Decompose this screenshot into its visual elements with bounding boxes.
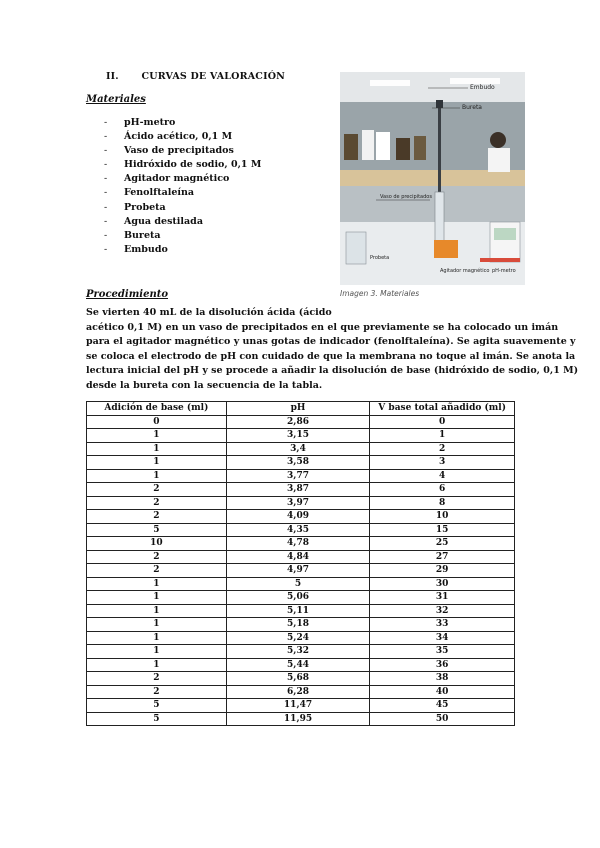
cell-addition: 1 [87, 577, 227, 591]
label-vaso: Vaso de precipitados [380, 194, 432, 200]
cell-addition: 1 [87, 604, 227, 618]
column-header-addition: Adición de base (ml) [87, 402, 227, 416]
cell-ph: 5,18 [226, 618, 370, 632]
label-probeta: Probeta [370, 255, 390, 261]
cell-ph: 6,28 [226, 685, 370, 699]
table-row [87, 564, 515, 578]
table-body [87, 415, 515, 726]
material-item [104, 116, 261, 130]
cell-total-volume: 0 [370, 415, 515, 429]
procedure-line: lectura inicial del pH y se procede a añadir la disolución de base (hidróxido de sodio, 0,1 M) [86, 365, 579, 377]
list-dash: - [104, 243, 108, 255]
table-row [87, 496, 515, 510]
cell-total-volume: 29 [370, 564, 515, 578]
material-label: Ácido acético, 0,1 M [124, 131, 233, 143]
cell-total-volume: 4 [370, 469, 515, 483]
cell-addition: 5 [87, 712, 227, 726]
table-row [87, 577, 515, 591]
table-row [87, 483, 515, 497]
cell-addition: 2 [87, 550, 227, 564]
table-row [87, 618, 515, 632]
material-label: Agitador magnético [124, 173, 230, 185]
label-embudo: Embudo [470, 84, 495, 91]
cell-total-volume: 25 [370, 537, 515, 551]
cell-total-volume: 1 [370, 429, 515, 443]
table-row [87, 429, 515, 443]
material-item [104, 229, 261, 243]
cell-ph: 4,78 [226, 537, 370, 551]
table-row [87, 712, 515, 726]
list-dash: - [104, 159, 108, 171]
cell-addition: 1 [87, 645, 227, 659]
material-item [104, 186, 261, 200]
cell-ph: 11,47 [226, 699, 370, 713]
material-label: pH-metro [124, 117, 176, 128]
procedure-line: se coloca el electrodo de pH con cuidado de que la membrana no toque al imán. Se anota la [86, 350, 576, 362]
cell-ph: 5,24 [226, 631, 370, 645]
label-agitador: Agitador magnético [440, 268, 490, 274]
cell-total-volume: 38 [370, 672, 515, 686]
cell-total-volume: 45 [370, 699, 515, 713]
material-label: Probeta [124, 201, 166, 213]
cell-addition: 1 [87, 618, 227, 632]
cell-total-volume: 33 [370, 618, 515, 632]
cell-addition: 1 [87, 631, 227, 645]
procedure-heading: Procedimiento [86, 289, 169, 300]
cell-ph: 4,09 [226, 510, 370, 524]
material-label: Hidróxido de sodio, 0,1 M [124, 159, 262, 171]
cell-addition: 1 [87, 658, 227, 672]
cell-addition: 1 [87, 469, 227, 483]
material-item [104, 130, 261, 144]
cell-ph: 5 [226, 577, 370, 591]
material-label: Embudo [124, 243, 168, 255]
cell-ph: 3,58 [226, 456, 370, 470]
cell-ph: 5,11 [226, 604, 370, 618]
material-item [104, 201, 261, 215]
procedure-paragraph [86, 306, 579, 394]
material-item [104, 243, 261, 257]
table-row [87, 604, 515, 618]
cell-total-volume: 8 [370, 496, 515, 510]
column-header-ph: pH [226, 402, 370, 416]
cell-ph: 3,97 [226, 496, 370, 510]
cell-total-volume: 34 [370, 631, 515, 645]
material-label: Agua destilada [124, 215, 203, 227]
table-row [87, 672, 515, 686]
list-dash: - [104, 229, 108, 241]
list-dash: - [104, 187, 108, 199]
column-header-total-volume: V base total añadido (ml) [370, 402, 515, 416]
material-label: Bureta [124, 229, 161, 241]
label-bureta: Bureta [462, 104, 482, 111]
cell-ph: 5,44 [226, 658, 370, 672]
cell-ph: 3,15 [226, 429, 370, 443]
cell-total-volume: 35 [370, 645, 515, 659]
table-row [87, 537, 515, 551]
cell-total-volume: 40 [370, 685, 515, 699]
lab-photo-illustration [340, 72, 525, 285]
cell-total-volume: 36 [370, 658, 515, 672]
cell-ph: 2,86 [226, 415, 370, 429]
cell-addition: 1 [87, 442, 227, 456]
cell-addition: 10 [87, 537, 227, 551]
photo-caption: Imagen 3. Materiales [340, 289, 420, 298]
cell-addition: 5 [87, 523, 227, 537]
table-row [87, 442, 515, 456]
cell-ph: 4,35 [226, 523, 370, 537]
cell-ph: 5,32 [226, 645, 370, 659]
cell-addition: 2 [87, 564, 227, 578]
table-row [87, 658, 515, 672]
list-dash: - [104, 215, 108, 227]
table-row [87, 469, 515, 483]
cell-addition: 2 [87, 672, 227, 686]
table-row [87, 699, 515, 713]
cell-addition: 0 [87, 415, 227, 429]
table-row [87, 415, 515, 429]
table-row [87, 550, 515, 564]
cell-total-volume: 32 [370, 604, 515, 618]
materials-list [104, 116, 261, 257]
cell-addition: 1 [87, 456, 227, 470]
cell-ph: 4,97 [226, 564, 370, 578]
table-header-row [87, 402, 515, 416]
label-phmetro: pH-metro [492, 268, 516, 274]
procedure-line: acético 0,1 M) en un vaso de precipitados en el que previamente se ha colocado un imán [86, 321, 559, 333]
procedure-line: desde la bureta con la secuencia de la tabla. [86, 379, 323, 391]
cell-total-volume: 50 [370, 712, 515, 726]
cell-ph: 3,4 [226, 442, 370, 456]
cell-ph: 3,77 [226, 469, 370, 483]
material-label: Vaso de precipitados [124, 145, 234, 157]
list-dash: - [104, 201, 108, 213]
cell-total-volume: 15 [370, 523, 515, 537]
materials-heading: Materiales [86, 94, 146, 105]
list-dash: - [104, 117, 108, 128]
cell-addition: 2 [87, 483, 227, 497]
titration-table [86, 401, 515, 726]
cell-total-volume: 3 [370, 456, 515, 470]
table-row [87, 631, 515, 645]
material-label: Fenolftaleína [124, 187, 195, 199]
cell-addition: 1 [87, 429, 227, 443]
cell-ph: 3,87 [226, 483, 370, 497]
cell-total-volume: 27 [370, 550, 515, 564]
table-row [87, 645, 515, 659]
cell-ph: 5,06 [226, 591, 370, 605]
section-number: II. [106, 71, 119, 82]
table-row [87, 591, 515, 605]
procedure-line: para el agitador magnético y unas gotas de indicador (fenolftaleína). Se agita suavemente y [86, 336, 576, 348]
material-item [104, 158, 261, 172]
cell-ph: 4,84 [226, 550, 370, 564]
cell-total-volume: 30 [370, 577, 515, 591]
table-row [87, 510, 515, 524]
cell-addition: 2 [87, 496, 227, 510]
cell-ph: 5,68 [226, 672, 370, 686]
list-dash: - [104, 131, 108, 143]
section-title: CURVAS DE VALORACIÓN [141, 71, 286, 82]
cell-total-volume: 10 [370, 510, 515, 524]
procedure-line: Se vierten 40 mL de la disolución ácida (ácido [86, 307, 332, 318]
material-item [104, 144, 261, 158]
table-row [87, 523, 515, 537]
cell-addition: 2 [87, 510, 227, 524]
cell-addition: 5 [87, 699, 227, 713]
cell-total-volume: 2 [370, 442, 515, 456]
table-row [87, 456, 515, 470]
material-item [104, 172, 261, 186]
cell-total-volume: 31 [370, 591, 515, 605]
section-heading [106, 71, 285, 82]
cell-total-volume: 6 [370, 483, 515, 497]
material-item [104, 215, 261, 229]
cell-addition: 1 [87, 591, 227, 605]
cell-ph: 11,95 [226, 712, 370, 726]
table-row [87, 685, 515, 699]
list-dash: - [104, 145, 108, 157]
cell-addition: 2 [87, 685, 227, 699]
materials-photo [340, 72, 525, 285]
list-dash: - [104, 173, 108, 185]
